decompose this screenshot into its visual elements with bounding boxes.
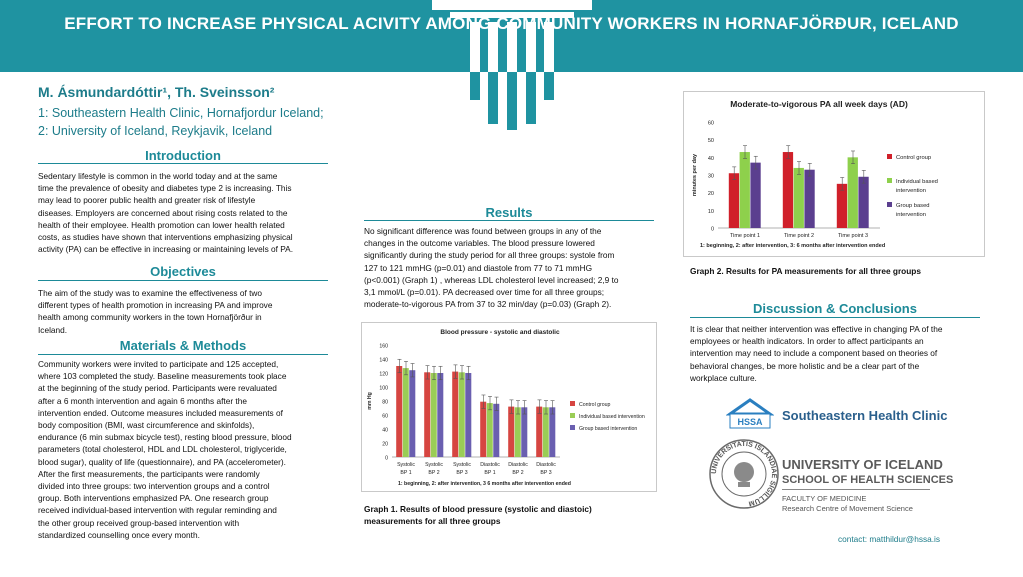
text-line: where 103 completed the study. Baseline measurements took place	[38, 371, 287, 382]
bar	[543, 407, 549, 457]
text-line: the other group received group-based intervention with	[38, 517, 240, 528]
y-tick-label: 10	[707, 208, 714, 215]
bar	[794, 168, 804, 228]
y-tick-label: 120	[379, 371, 388, 378]
header-bar	[0, 0, 1023, 72]
legend-swatch	[887, 202, 892, 207]
text-line: The aim of the study was to examine the effectiveness of two	[38, 288, 262, 298]
text-line: time the prevalence of obesity and diabetes type 2 is increasing. This	[38, 183, 292, 194]
text-line: After the first measurements, the participants were randomly	[38, 468, 260, 479]
objectives-text	[38, 287, 338, 336]
y-tick-label: 140	[379, 357, 388, 364]
methods-text	[38, 358, 338, 541]
x-tick-label: Diastolic	[508, 462, 528, 468]
text-line: No significant difference was found between groups in any of the	[364, 226, 602, 236]
text-line: changes in the outcome variables. The blood pressure lowered	[364, 238, 595, 249]
text-line: significantly during the study period for all three groups: systole from	[364, 250, 615, 261]
bar	[480, 402, 486, 457]
text-line: activity (PA) can be effective in increasing or maintaining levels of PA.	[38, 244, 294, 255]
introduction-heading: Introduction	[145, 148, 221, 163]
text-line: costs, as studies have shown that interventions emphasizing physical	[38, 232, 293, 243]
x-tick-label: BP 2	[512, 470, 524, 476]
bar	[729, 173, 739, 228]
text-line: 3,1 mmol/L (p=0.01). PA decreased over time for all three groups;	[364, 287, 605, 298]
text-line: after a 6 month intervention and again 6 months after the	[38, 395, 247, 406]
y-axis-label: mm Hg	[367, 392, 373, 410]
hssa-badge-text: HSSA	[737, 417, 763, 427]
bar	[536, 407, 542, 457]
bar	[521, 407, 527, 457]
text-line: intervention ended. Outcome measures included measurements of	[38, 407, 283, 418]
bar	[403, 368, 409, 457]
methods-heading: Materials & Methods	[119, 338, 247, 353]
contact-email[interactable]: contact: matthildur@hssa.is	[838, 534, 941, 544]
text-line: employees or health indicators. In order to affect participants an	[690, 336, 924, 347]
text-line: Iceland.	[38, 324, 68, 335]
legend-label: Individual based intervention	[579, 414, 645, 420]
x-tick-label: BP 1	[484, 470, 496, 476]
text-line: intervention may need to include a component based on theories of	[690, 348, 938, 359]
text-line: health among community workers in the town Hornafjörður in	[38, 312, 262, 323]
y-tick-label: 0	[710, 226, 714, 233]
hssa-logo-icon	[726, 398, 774, 432]
bar	[848, 157, 858, 228]
y-tick-label: 30	[707, 173, 714, 180]
x-tick-label: BP 1	[400, 470, 412, 476]
text-line: moderate-to-vigorous PA from 37 to 32 min/day (p=0.03) (Graph 2).	[364, 299, 612, 310]
text-line: endurance (6 min submax bicycle test), resting blood pressure, blood	[38, 432, 292, 443]
x-tick-label: Diastolic	[480, 462, 500, 468]
faculty-name: FACULTY OF MEDICINE	[782, 494, 867, 503]
text-line: diseases. Employers are concerned about rising costs related to the	[38, 207, 288, 218]
graph1-frame	[361, 322, 657, 492]
text-line: 127 to 121 mmHG (p=0.01) and diastole from 77 to 71 mmHG	[364, 262, 593, 273]
text-line: group. Both interventions emphasized PA. One research group	[38, 493, 269, 504]
bar	[487, 403, 493, 457]
blood-pressure-chart	[362, 323, 656, 491]
chart-title: Moderate-to-vigorous PA all week days (AD)	[730, 99, 908, 109]
research-centre: Research Centre of Movement Science	[782, 504, 913, 513]
text-line: parameters (total cholesterol, HDL and LDL cholesterol, triglyceride,	[38, 444, 287, 455]
legend-label: Control group	[579, 402, 611, 408]
bar	[459, 372, 465, 457]
introduction-divider	[38, 163, 328, 164]
chart-title: Blood pressure - systolic and diastolic	[440, 329, 560, 336]
text-line: at the beginning of the study period. Participants were revaluated	[38, 383, 277, 394]
y-tick-label: 40	[382, 427, 388, 434]
bar	[424, 372, 430, 457]
legend-label: intervention	[896, 212, 926, 218]
legend-label: Group based intervention	[579, 426, 638, 432]
discussion-divider	[690, 317, 980, 318]
affiliation-1: 1: Southeastern Health Clinic, Hornafjordur Iceland;	[38, 106, 324, 120]
graph2-frame	[683, 91, 985, 257]
x-tick-label: Systolic	[397, 462, 415, 468]
objectives-divider	[38, 280, 328, 281]
text-line: It is clear that neither intervention was effective in changing PA of the	[690, 324, 943, 334]
graph1-caption	[364, 503, 664, 527]
legend-swatch	[887, 154, 892, 159]
x-axis-label: 1: beginning, 2: after intervention, 3: 6 months after intervention ended	[700, 243, 886, 249]
methods-divider	[38, 354, 328, 355]
bar	[858, 177, 868, 228]
logo-divider	[782, 489, 930, 490]
y-tick-label: 60	[707, 120, 714, 127]
bar	[750, 163, 760, 228]
y-tick-label: 80	[382, 399, 388, 406]
legend-swatch	[570, 425, 575, 430]
legend-label: Control group	[896, 155, 932, 161]
x-tick-label: BP 2	[428, 470, 440, 476]
introduction-text	[38, 170, 338, 255]
y-tick-label: 20	[382, 441, 388, 448]
bar	[409, 370, 415, 457]
text-line: measurements for all three groups	[364, 516, 501, 526]
x-tick-label: BP 3	[456, 470, 468, 476]
x-tick-label: Systolic	[425, 462, 443, 468]
text-line: (p<0.001) (Graph 1) , whereas LDL cholesterol level increased; 2,9 to	[364, 274, 619, 285]
y-tick-label: 20	[707, 191, 714, 198]
text-line: received individual-based intervention with regular reminding and	[38, 505, 277, 516]
y-tick-label: 0	[385, 455, 388, 462]
university-seal-icon	[708, 438, 780, 510]
x-tick-label: Time point 3	[837, 233, 869, 239]
school-name: SCHOOL OF HEALTH SCIENCES	[782, 474, 954, 486]
legend-label: intervention	[896, 188, 926, 194]
text-line: body composition (BMI, wast circumference and skinfolds),	[38, 420, 255, 431]
text-line: health of their employee. Health promotion can lower health related	[38, 219, 285, 230]
results-heading: Results	[485, 205, 533, 220]
text-line: may lead to poorer public health and greater risk of lifestyle	[38, 195, 256, 206]
bar	[549, 407, 555, 457]
poster-title: EFFORT TO INCREASE PHYSICAL ACIVITY AMONG COMMUNITY WORKERS IN HORNAFJÖRÐUR, ICELAND	[64, 14, 959, 33]
legend-swatch	[570, 401, 575, 406]
y-tick-label: 60	[382, 413, 388, 420]
bar	[465, 373, 471, 457]
bar	[515, 407, 521, 457]
x-tick-label: Time point 2	[783, 233, 815, 239]
y-tick-label: 50	[707, 138, 714, 145]
author-list: M. Ásmundardóttir¹, Th. Sveinsson²	[38, 84, 275, 100]
legend-swatch	[887, 178, 892, 183]
text-line: divided into three groups: two intervention groups and a control	[38, 481, 270, 492]
bar	[740, 152, 750, 228]
discussion-text	[690, 323, 990, 384]
legend-label: Group based	[896, 203, 930, 209]
graph2-caption: Graph 2. Results for PA measurements for all three groups	[690, 266, 921, 276]
text-line: Sedentary lifestyle is common in the world today and at the same	[38, 171, 278, 181]
bar	[452, 372, 458, 457]
bar	[804, 170, 814, 228]
results-text	[364, 225, 664, 310]
affiliation-2: 2: University of Iceland, Reykjavik, Iceland	[38, 124, 273, 138]
university-name: UNIVERSITY OF ICELAND	[782, 457, 943, 472]
columns-emblem-lower-icon	[432, 72, 592, 132]
objectives-heading: Objectives	[150, 264, 216, 279]
text-line: Community workers were invited to participate and 125 accepted,	[38, 359, 279, 369]
svg-text:UNIVERSITATIS ISLANDIAE SIGILL: UNIVERSITATIS ISLANDIAE SIGILLUM	[710, 440, 778, 507]
text-line: workplace culture.	[690, 372, 757, 383]
text-line: behavioral changes, be more holistic and be a clear part of the	[690, 360, 920, 371]
bar	[508, 407, 514, 457]
x-tick-label: Diastolic	[536, 462, 556, 468]
x-tick-label: Time point 1	[729, 233, 761, 239]
y-tick-label: 100	[379, 385, 388, 392]
y-tick-label: 160	[379, 343, 388, 350]
text-line: Graph 1. Results of blood pressure (systolic and diastoic)	[364, 504, 592, 514]
y-tick-label: 40	[707, 155, 714, 162]
text-line: different types of health promotion in increasing PA and improve	[38, 300, 273, 311]
text-line: standardized counselling once every month.	[38, 529, 200, 540]
bar	[437, 373, 443, 457]
discussion-heading: Discussion & Conclusions	[753, 301, 917, 316]
results-divider	[364, 220, 654, 221]
legend-label: Individual based	[896, 179, 938, 185]
bar	[493, 404, 499, 457]
y-axis-label: minutes per day	[692, 153, 698, 197]
x-tick-label: BP 3	[540, 470, 552, 476]
bar	[783, 152, 793, 228]
bar	[396, 366, 402, 457]
text-line: blood sugar), quality of life (questionnaire), and PA (accelerometer).	[38, 456, 286, 467]
pa-chart	[684, 92, 984, 256]
legend-swatch	[570, 413, 575, 418]
x-axis-label: 1: beginning, 2: after intervention, 3 6 months after intervention ended	[398, 481, 571, 487]
bar	[431, 373, 437, 457]
hssa-name: Southeastern Health Clinic	[782, 408, 948, 423]
x-tick-label: Systolic	[453, 462, 471, 468]
